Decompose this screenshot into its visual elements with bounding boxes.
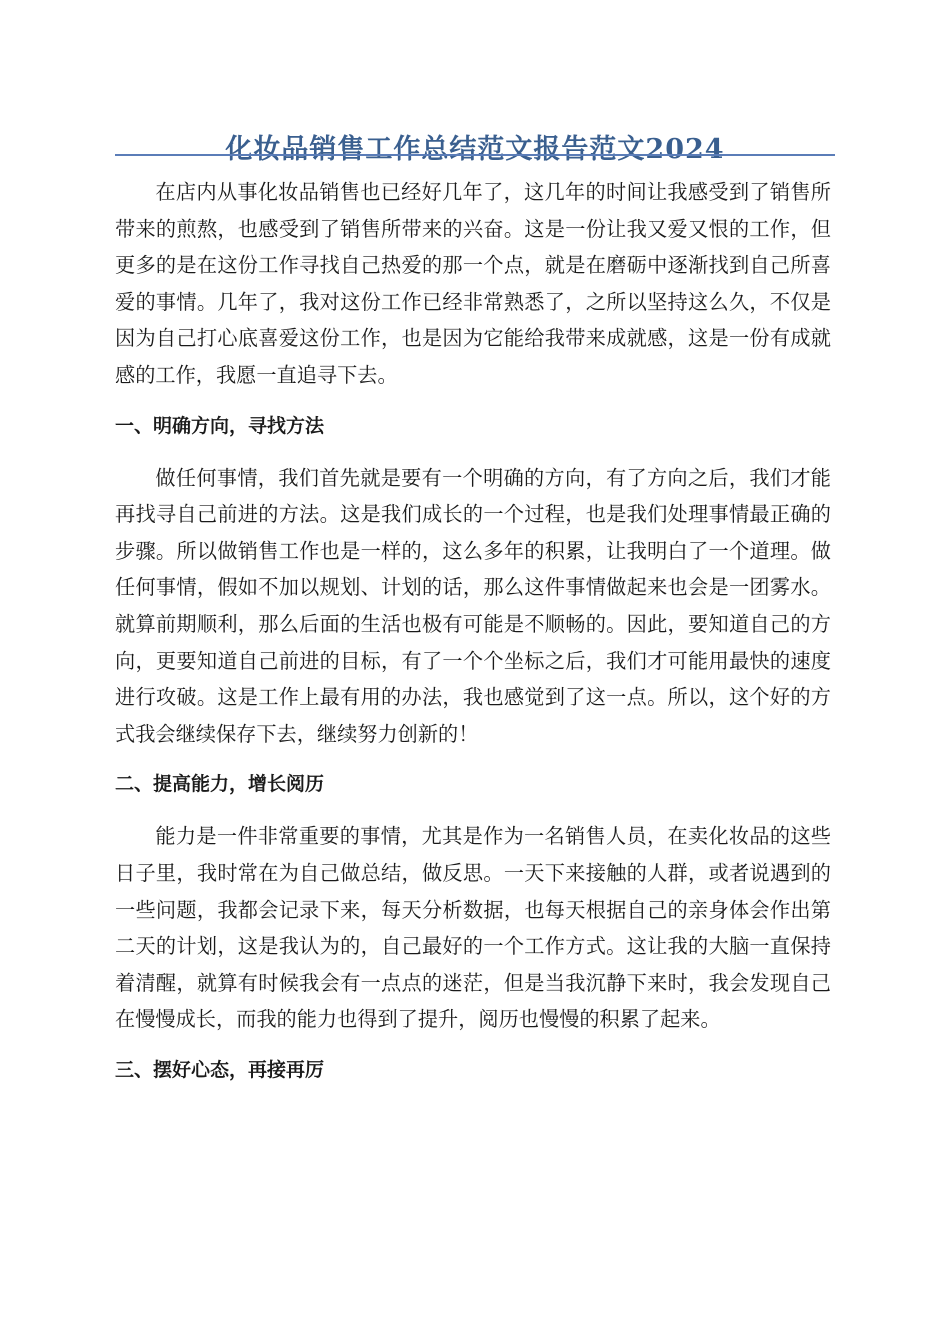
- section-heading-1: 一、明确方向，寻找方法: [115, 414, 325, 437]
- intro-paragraph: 在店内从事化妆品销售也已经好几年了，这几年的时间让我感受到了销售所带来的煎熬，也感受到了销售所带来的兴奋。这是一份让我又爱又恨的工作，但更多的是在这份工作寻找自己热爱的那一个点，就是在磨砺中逐渐找到自己所喜爱的事情。几年了，我对这份工作已经非常熟悉了，之所以坚持这么久，不仅是因为自己打心底喜爱这份工作，也是因为它能给我带来成就感，这是一份有成就感的工作，我愿一直追寻下去。: [115, 180, 831, 387]
- title-underline: [115, 154, 835, 156]
- section-paragraph-1: 做任何事情，我们首先就是要有一个明确的方向，有了方向之后，我们才能再找寻自己前进的方法。这是我们成长的一个过程，也是我们处理事情最正确的步骤。所以做销售工作也是一样的，这么多年的积累，让我明白了一个道理。做任何事情，假如不加以规划、计划的话，那么这件事情做起来也会是一团雾水。就算前期顺利，那么后面的生活也极有可能是不顺畅的。因此，要知道自己的方向，更要知道自己前进的目标，有了一个个坐标之后，我们才可能用最快的速度进行攻破。这是工作上最有用的办法，我也感觉到了这一点。所以，这个好的方式我会继续保存下去，继续努力创新的！: [115, 465, 831, 746]
- section-heading-3: 三、摆好心态，再接再厉: [115, 1058, 325, 1081]
- document-body: [115, 172, 831, 1088]
- section-paragraph-2: 能力是一件非常重要的事情，尤其是作为一名销售人员，在卖化妆品的这些日子里，我时常在为自己做总结，做反思。一天下来接触的人群，或者说遇到的一些问题，我都会记录下来，每天分析数据，也每天根据自己的亲身体会作出第二天的计划，这是我认为的，自己最好的一个工作方式。这让我的大脑一直保持着清醒，就算有时候我会有一点点的迷茫，但是当我沉静下来时，我会发现自己在慢慢成长，而我的能力也得到了提升，阅历也慢慢的积累了起来。: [115, 824, 831, 1032]
- page-title: 化妆品销售工作总结范文报告范文2024: [225, 134, 725, 166]
- section-heading-2: 二、提高能力，增长阅历: [115, 773, 325, 796]
